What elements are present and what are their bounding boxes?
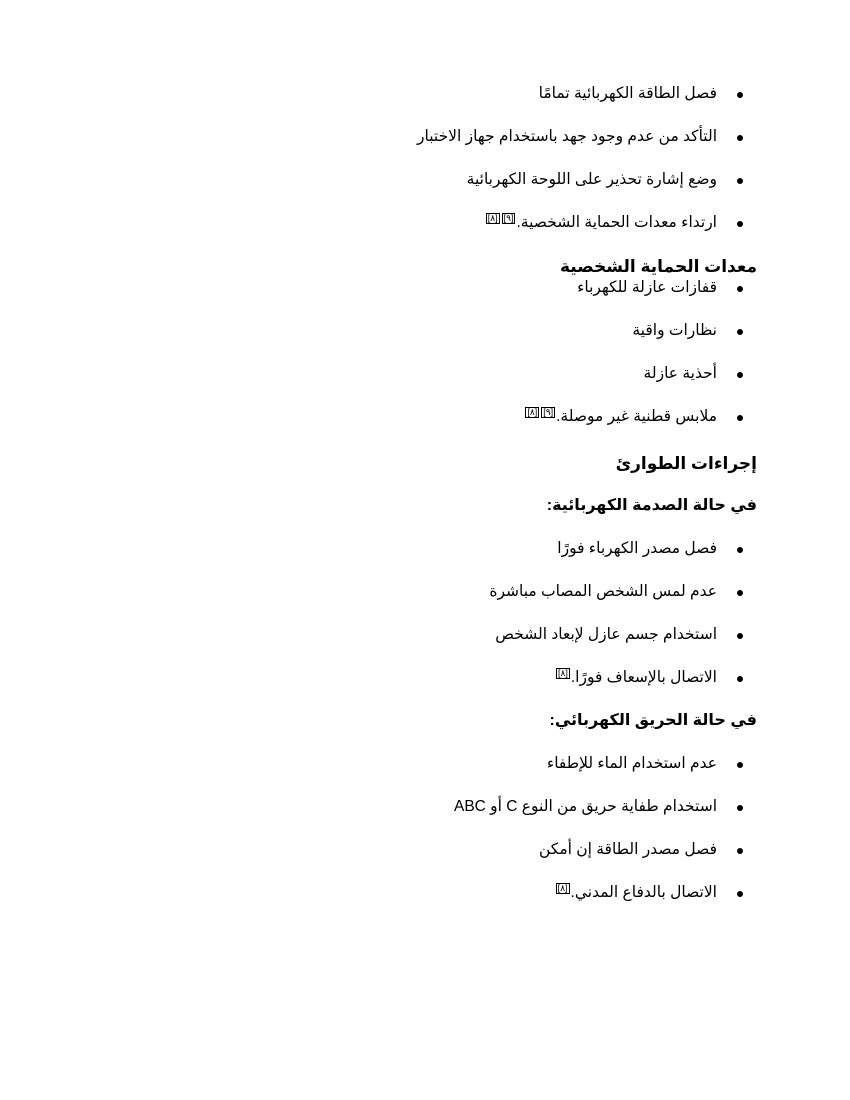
list-item: [337, 170, 757, 190]
bullet-icon: [737, 221, 743, 227]
list-item: [337, 84, 757, 104]
citation-link[interactable]: [٨]: [557, 883, 568, 893]
list-item-text: قفازات عازلة للكهرباء: [577, 279, 717, 296]
bullet-icon: [737, 848, 743, 854]
list-item: [337, 754, 757, 774]
bullet-icon: [737, 329, 743, 335]
shock-list: [337, 539, 757, 688]
list-item: [337, 668, 757, 688]
section-heading-ppe: معدات الحماية الشخصية: [560, 257, 757, 276]
citation-link[interactable]: [٨]: [487, 213, 498, 223]
list-item: [337, 321, 757, 341]
list-item-text: عدم لمس الشخص المصاب مباشرة: [489, 583, 717, 600]
list-item: [337, 883, 757, 903]
bullet-icon: [737, 92, 743, 98]
bullet-icon: [737, 676, 743, 682]
list-item-text: فصل مصدر الطاقة إن أمكن: [538, 841, 717, 858]
list-item-text: الاتصال بالإسعاف فورًا.: [570, 669, 717, 687]
list-item-text: الاتصال بالدفاع المدني.: [570, 884, 717, 902]
sub-heading-shock: في حالة الصدمة الكهربائية:: [546, 497, 757, 514]
document-content: [337, 84, 757, 926]
list-item-text: أحذية عازلة: [643, 365, 717, 382]
bullet-icon: [737, 590, 743, 596]
ppe-list: [337, 278, 757, 427]
bullet-icon: [737, 547, 743, 553]
list-item: [337, 582, 757, 602]
list-item-text: ملابس قطنية غير موصلة.: [556, 408, 717, 426]
list-item: [337, 364, 757, 384]
bullet-icon: [737, 286, 743, 292]
sub-heading-fire: في حالة الحريق الكهربائي:: [549, 712, 757, 729]
bullet-icon: [737, 633, 743, 639]
citation-link[interactable]: [٩]: [503, 213, 514, 223]
bullet-icon: [737, 178, 743, 184]
bullet-icon: [737, 372, 743, 378]
list-item: [337, 797, 757, 817]
list-item-text: وضع إشارة تحذير على اللوحة الكهربائية: [466, 171, 717, 188]
list-item-text: فصل مصدر الكهرباء فورًا: [557, 540, 717, 557]
list-item: [337, 127, 757, 147]
list-item: [337, 278, 757, 298]
list-item-text: فصل الطاقة الكهربائية تمامًا: [538, 85, 717, 102]
list-item-text: التأكد من عدم وجود جهد باستخدام جهاز الاختبار: [417, 128, 717, 145]
bullet-icon: [737, 805, 743, 811]
list-item-text: عدم استخدام الماء للإطفاء: [546, 755, 717, 772]
section-heading-emergency: إجراءات الطوارئ: [615, 454, 757, 473]
citation-link[interactable]: [٩]: [543, 407, 554, 417]
list-item-text: نظارات واقية: [632, 322, 717, 339]
citation-link[interactable]: [٨]: [527, 407, 538, 417]
list-item-text: استخدام طفاية حريق من النوع C أو ABC: [454, 798, 717, 815]
list-item: [337, 625, 757, 645]
bullet-icon: [737, 415, 743, 421]
list-item: [337, 213, 757, 233]
list-item: [337, 840, 757, 860]
bullet-icon: [737, 891, 743, 897]
citation-link[interactable]: [٨]: [557, 668, 568, 678]
list-item: [337, 539, 757, 559]
safety-steps-list: [337, 84, 757, 233]
fire-list: [337, 754, 757, 903]
list-item: [337, 407, 757, 427]
bullet-icon: [737, 762, 743, 768]
list-item-text: استخدام جسم عازل لإبعاد الشخص: [495, 626, 717, 643]
list-item-text: ارتداء معدات الحماية الشخصية.: [516, 214, 717, 232]
bullet-icon: [737, 135, 743, 141]
